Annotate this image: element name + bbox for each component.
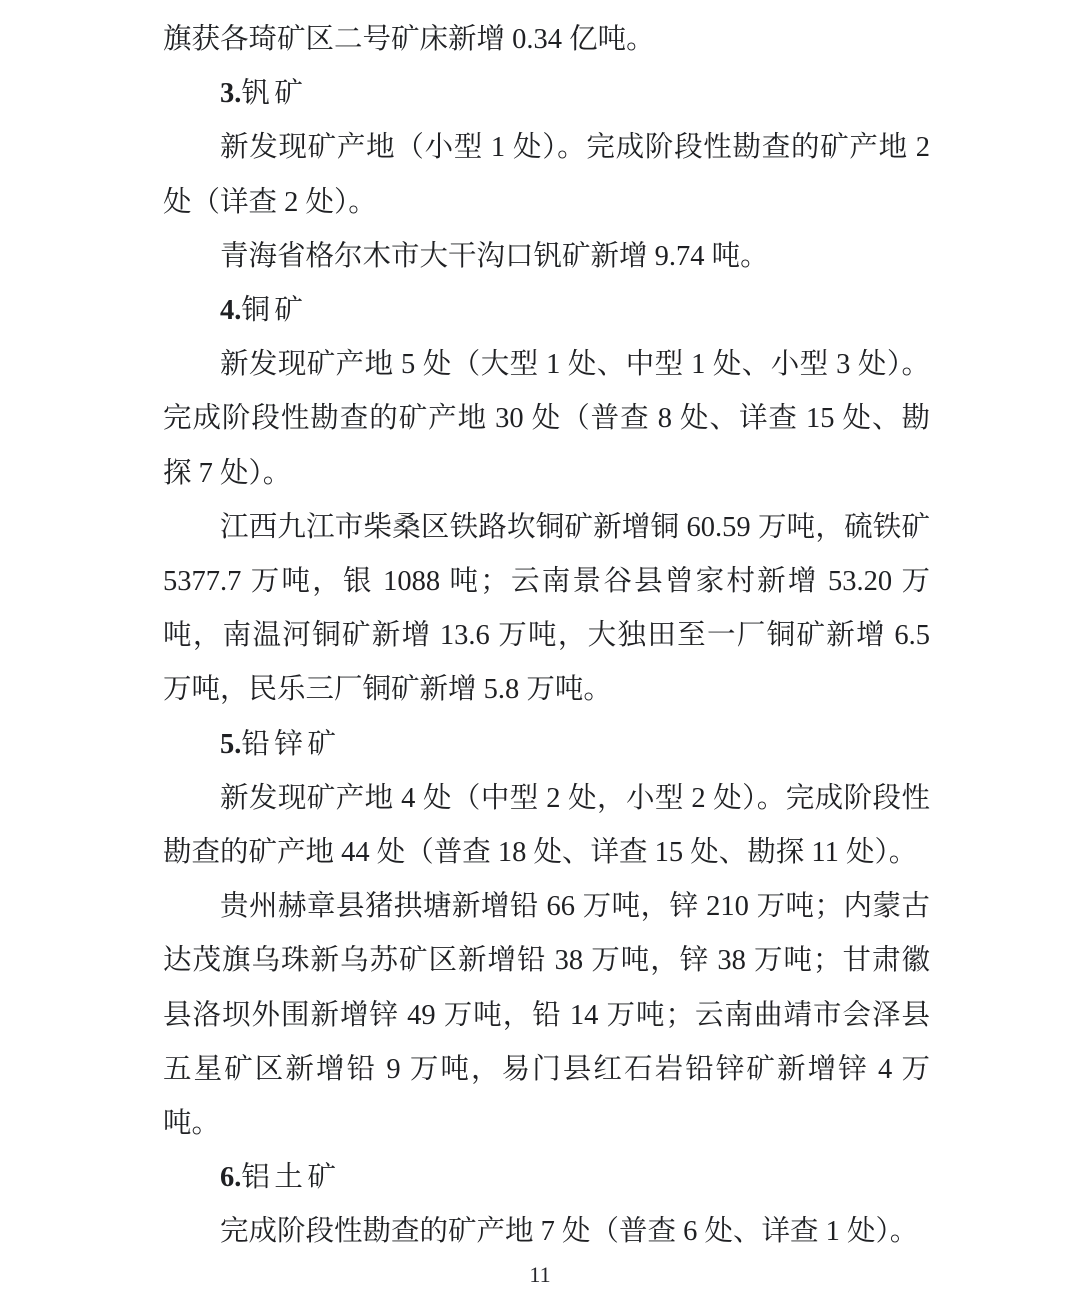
page-number: 11 <box>529 1262 551 1287</box>
body-paragraph: 新发现矿产地 5 处（大型 1 处、中型 1 处、小型 3 处）。完成阶段性勘查的矿产地 30 处（普查 8 处、详查 15 处、勘探 7 处）。 <box>163 349 930 489</box>
section-heading <box>163 1151 930 1205</box>
heading-number: 4. <box>220 295 242 327</box>
body-paragraph: 江西九江市柴桑区铁路坎铜矿新增铜 60.59 万吨，硫铁矿 5377.7 万吨，银 1088 吨；云南景谷县曾家村新增 53.20 万吨，南温河铜矿新增 13.6 万吨，大独田至一厂铜矿新增 6.5 万吨，民乐三厂铜矿新增 5.8 万吨。 <box>163 511 930 706</box>
body-paragraph: 完成阶段性勘查的矿产地 7 处（普查 6 处、详查 1 处）。 <box>220 1216 919 1248</box>
section-heading <box>163 67 930 121</box>
body-paragraph: 旗获各琦矿区二号矿床新增 0.34 亿吨。 <box>163 24 655 55</box>
heading-title: 钒矿 <box>241 78 308 110</box>
heading-number: 5. <box>220 728 242 760</box>
heading-title: 铝土矿 <box>241 1162 341 1194</box>
heading-number: 3. <box>220 78 242 110</box>
body-paragraph: 新发现矿产地 4 处（中型 2 处，小型 2 处）。完成阶段性勘查的矿产地 44 处（普查 18 处、详查 15 处、勘探 11 处）。 <box>163 782 930 869</box>
section-heading <box>163 284 930 338</box>
text-column <box>163 13 930 1260</box>
section-heading <box>163 718 930 772</box>
heading-title: 铅锌矿 <box>241 728 341 760</box>
heading-title: 铜矿 <box>241 295 308 327</box>
body-paragraph: 贵州赫章县猪拱塘新增铅 66 万吨，锌 210 万吨；内蒙古达茂旗乌珠新乌苏矿区新增铅 38 万吨，锌 38 万吨；甘肃徽县洛坝外围新增锌 49 万吨，铅 14 万吨；云南曲靖市会泽县五星矿区新增铅 9 万吨，易门县红石岩铅锌矿新增锌 4 万吨。 <box>163 891 930 1140</box>
body-paragraph: 新发现矿产地（小型 1 处）。完成阶段性勘查的矿产地 2 处（详查 2 处）。 <box>163 132 930 218</box>
heading-number: 6. <box>220 1162 242 1194</box>
body-paragraph: 青海省格尔木市大干沟口钒矿新增 9.74 吨。 <box>220 240 769 272</box>
